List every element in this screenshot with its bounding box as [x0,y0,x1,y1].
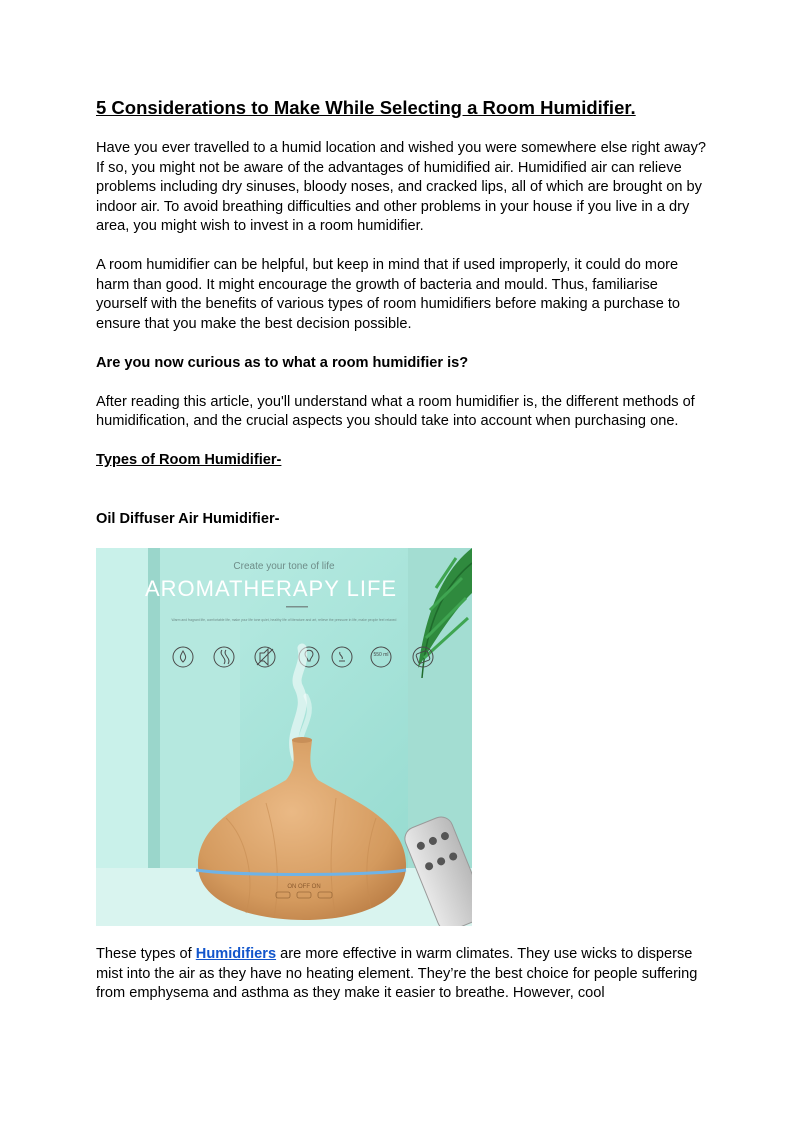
image-tagline: Create your tone of life [233,561,335,572]
oil-diffuser-product-image [96,548,472,926]
image-small-text: Warm and fragrant life, comfortable life, make your life tone quiet, healthy life of literature and art, relieve the pressure in life, make people feel relaxed [171,618,397,622]
capacity-label: 550 ml [373,652,389,658]
intro-paragraph: Have you ever travelled to a humid location and wished you were somewhere else right away? If so, you might not be aware of the advantages of humidified air. Humidified air can relieve problems including dry sinuses, bloody noses, and cracked lips, all of which are brought on by indoor air. To avoid breathing difficulties and other problems in your house if you live in a dry area, you might wish to invest in a room humidifier. [96,140,707,234]
question-heading: Are you now curious as to what a room humidifier is? [96,354,469,371]
caution-paragraph: A room humidifier can be helpful, but keep in mind that if used improperly, it could do more harm than good. It might encourage the growth of bacteria and mould. Thus, familiarise yourself with the benefits of various types of room humidifiers before making a purchase to ensure that you make the best decision possible. [96,257,681,332]
humidifiers-paragraph [96,945,708,1004]
humidifiers-link[interactable]: Humidifiers [195,946,277,962]
oil-diffuser-heading: Oil Diffuser Air Humidifier- [96,510,280,527]
types-heading: Types of Room Humidifier- [96,452,282,468]
page-title: 5 Considerations to Make While Selecting a Room Humidifier. [96,97,636,118]
document-body [96,96,708,1004]
device-buttons-label: ON OFF ON [287,884,321,890]
image-headline: AROMATHERAPY LIFE [144,576,398,601]
paragraph-text-after: are more effective in warm climates. They use wicks to disperse mist into the air as they have no heating element. They’re the best choice for people suffering from emphysema and asthma as they make it easier to breathe. However, cool [96,946,698,1001]
paragraph-text-before: These types of [96,946,196,962]
article-summary-paragraph: After reading this article, you'll understand what a room humidifier is, the different methods of humidification, and the crucial aspects you should take into account when purchasing one. [96,393,695,429]
